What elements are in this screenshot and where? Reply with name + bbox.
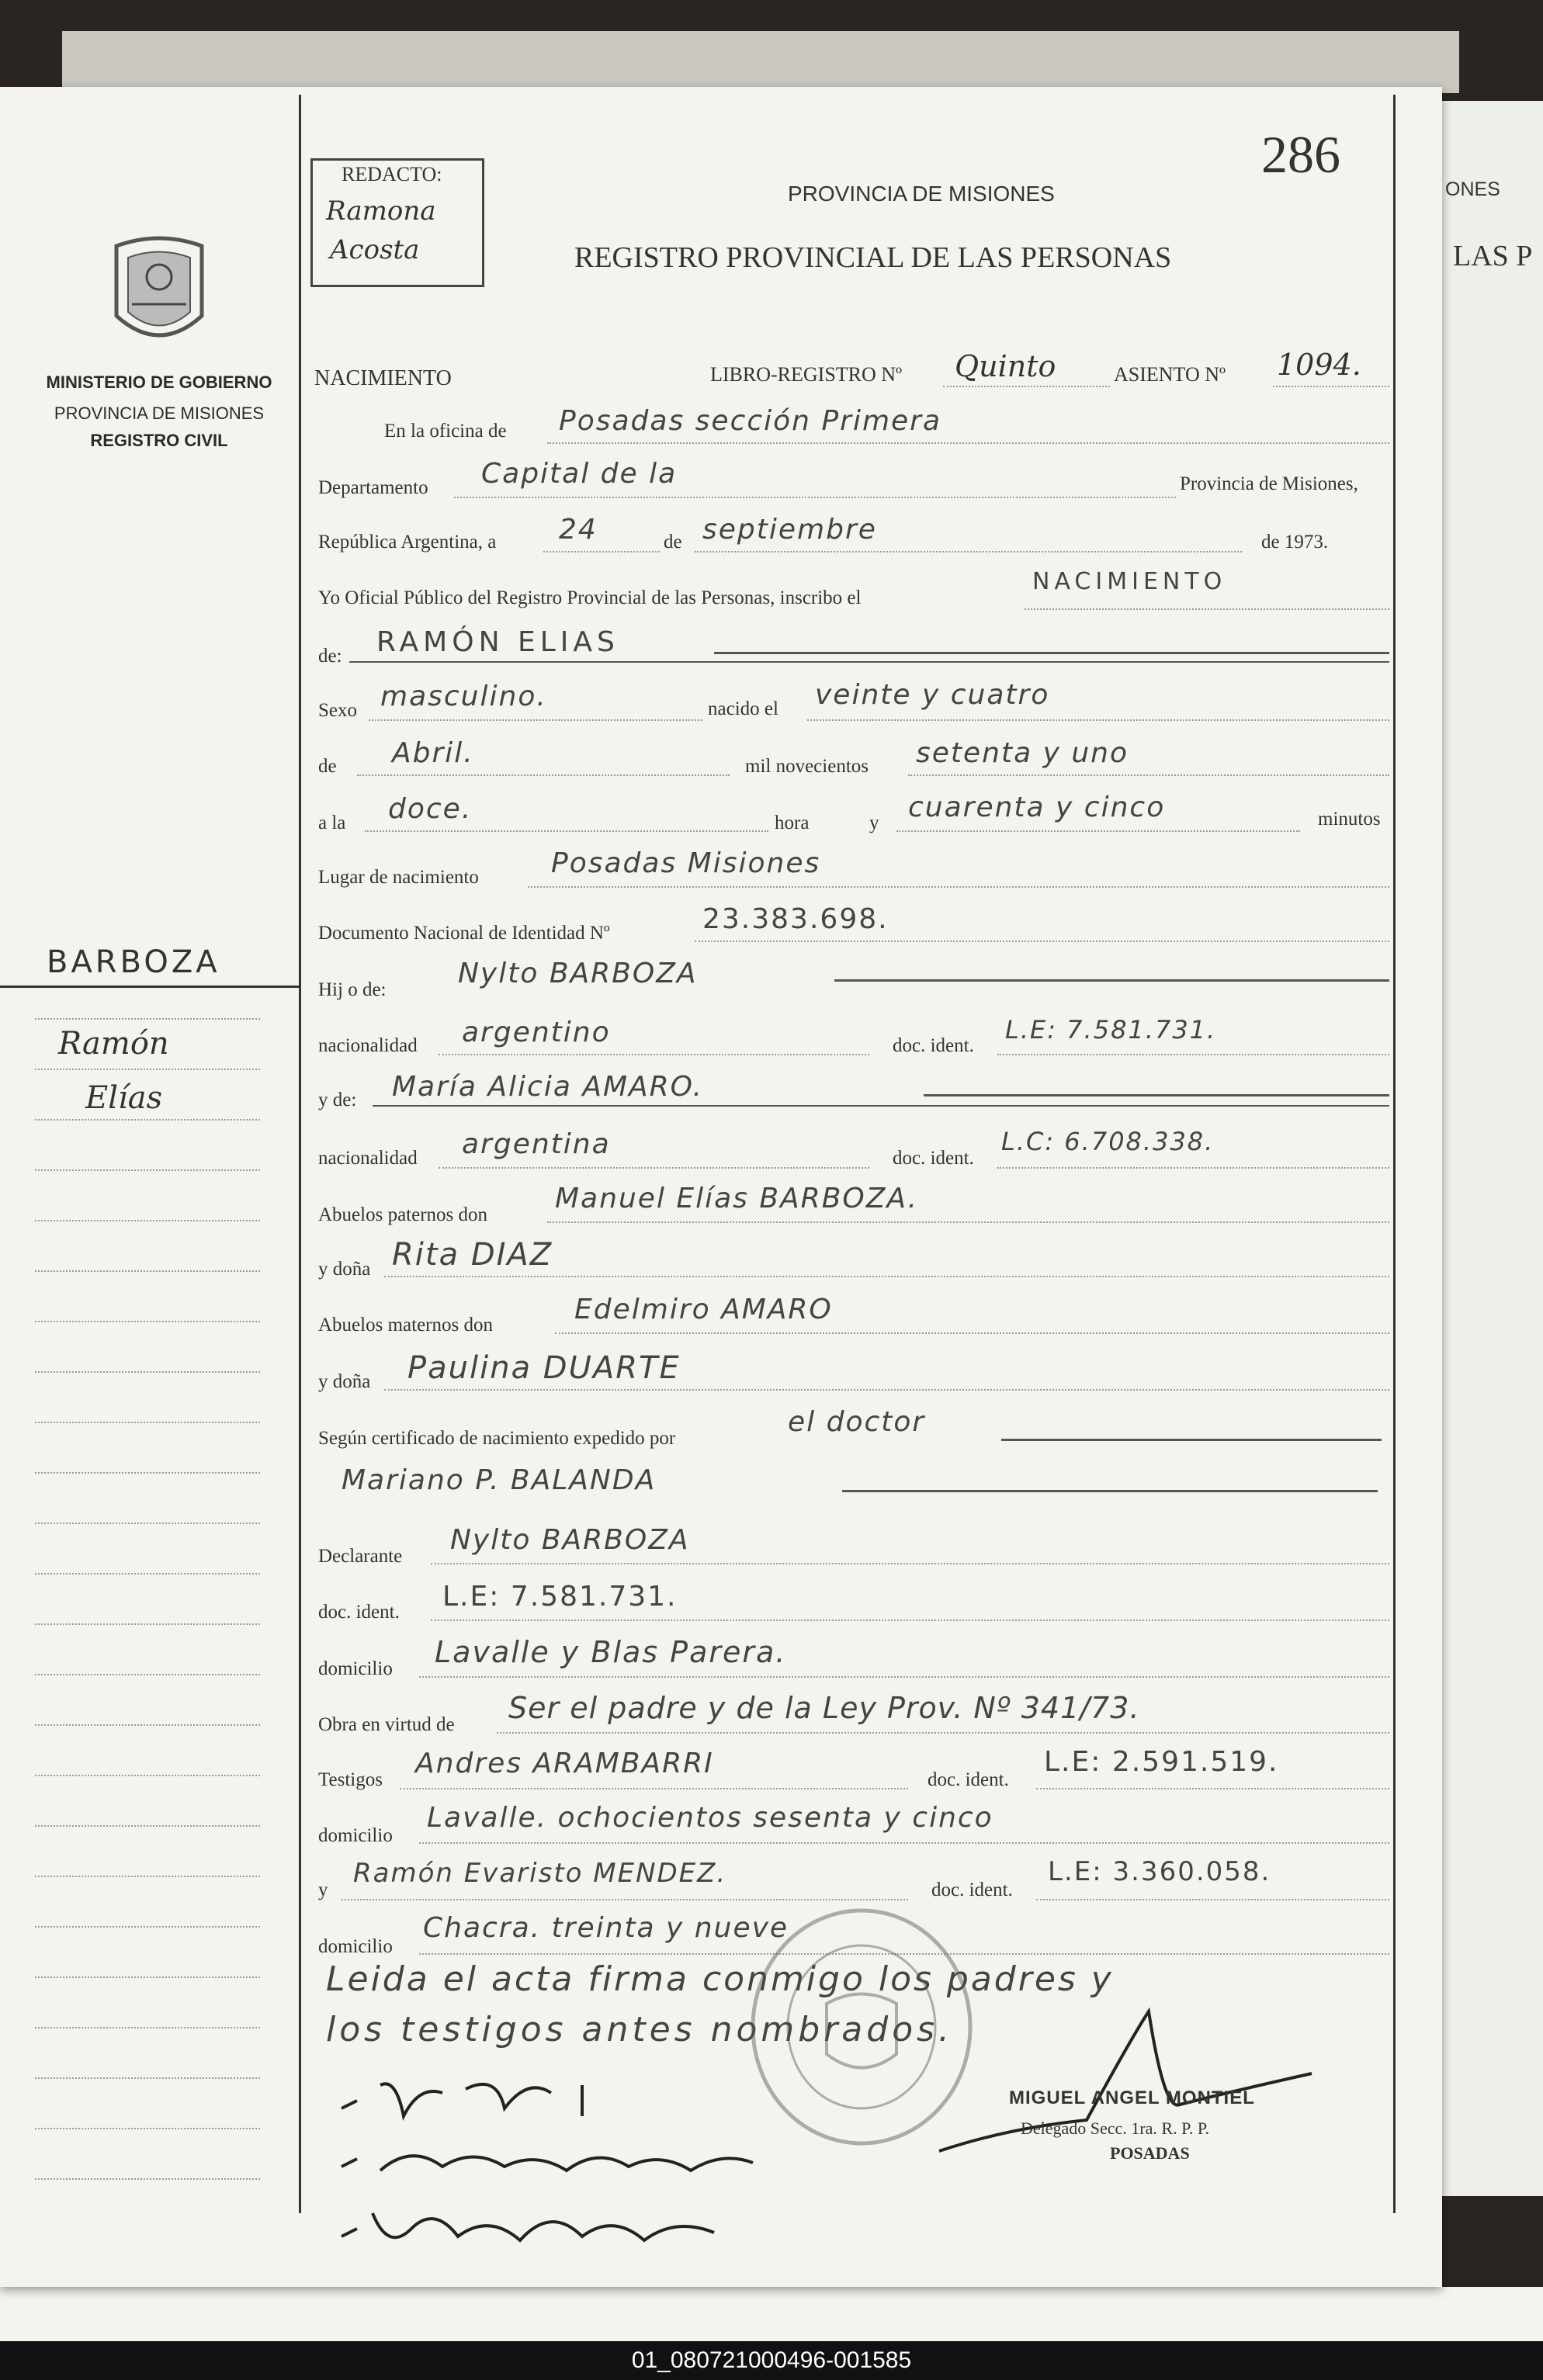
hour-value: doce. [388, 793, 473, 825]
underlying-sheet [62, 31, 1459, 93]
margin-line [35, 1876, 260, 1877]
page-number: 286 [1261, 125, 1340, 184]
inscribo-value: NACIMIENTO [1032, 568, 1227, 595]
margin-surname: BARBOZA [47, 944, 220, 980]
libro-value: Quinto [955, 349, 1056, 383]
declarante-value: Nylto BARBOZA [450, 1524, 690, 1556]
mother-nat-label: nacionalidad [318, 1148, 418, 1169]
margin-line [35, 1422, 260, 1423]
fill-rule [714, 652, 1389, 654]
margin-line [35, 1472, 260, 1474]
domicilio-value: Lavalle y Blas Parera. [435, 1635, 787, 1669]
fill-line [1273, 386, 1389, 387]
mother-name: María Alicia AMARO. [392, 1071, 704, 1103]
dni-value: 23.383.698. [702, 903, 889, 935]
ab-mat-label: Abuelos maternos don [318, 1315, 493, 1336]
declarante-doc-label: doc. ident. [318, 1602, 400, 1623]
testigo-2-doc-label: doc. ident. [931, 1879, 1013, 1900]
fill-line [454, 497, 1176, 498]
hora-label: hora [775, 812, 810, 833]
father-nat-label: nacionalidad [318, 1035, 418, 1056]
fill-line [1025, 608, 1389, 610]
cert-value: el doctor [788, 1406, 926, 1438]
father-doc: L.E: 7.581.731. [1005, 1015, 1217, 1044]
obra-label: Obra en virtud de [318, 1714, 455, 1735]
office-label: En la oficina de [384, 421, 507, 442]
fill-rule [834, 979, 1389, 982]
adjacent-page-header: ONES [1445, 178, 1500, 200]
margin-line [35, 1220, 260, 1221]
testigo-1-dom-label: domicilio [318, 1825, 393, 1846]
child-name: RAMÓN ELIAS [376, 626, 619, 658]
margin-line [35, 1270, 260, 1272]
fill-line [384, 1389, 1389, 1391]
margin-line [35, 1623, 260, 1625]
year-label: de 1973. [1261, 532, 1329, 553]
testigo-1-name: Andres ARAMBARRI [415, 1748, 714, 1779]
fill-line [695, 941, 1389, 942]
margin-line [35, 1724, 260, 1726]
ministry-registry: REGISTRO CIVIL [90, 431, 228, 450]
registry-page [0, 87, 1442, 2287]
closing-line-1: Leida el acta firma conmigo los padres y [326, 1959, 1114, 1999]
obra-value: Ser el padre y de la Ley Prov. Nº 341/73. [508, 1691, 1140, 1725]
provincial-seal-icon [101, 230, 217, 355]
libro-label: LIBRO-REGISTRO Nº [710, 363, 903, 386]
testigo-1-doc-label: doc. ident. [928, 1769, 1009, 1790]
redacto-name-1: Ramona [326, 196, 436, 227]
minutes-value: cuarenta y cinco [908, 792, 1166, 823]
fill-line [431, 1620, 1389, 1621]
fill-line [547, 1221, 1389, 1223]
fill-line [908, 774, 1389, 776]
fill-line [543, 551, 660, 553]
dni-label: Documento Nacional de Identidad Nº [318, 923, 610, 944]
margin-line [35, 1371, 260, 1373]
fill-line [1036, 1899, 1389, 1900]
margin-given-name-1: Ramón [58, 1026, 169, 1062]
ab-mat-f-label: y doña [318, 1371, 371, 1392]
de3-label: de [318, 756, 337, 777]
father-name: Nylto BARBOZA [458, 958, 698, 989]
signature-nylto-barboza [334, 2070, 660, 2132]
adjacent-page-title: LAS P [1453, 240, 1533, 272]
cert-label: Según certificado de nacimiento expedido por [318, 1428, 676, 1449]
month-value: septiembre [702, 514, 877, 546]
fill-line [896, 830, 1300, 832]
mother-doc-label: doc. ident. [893, 1148, 974, 1169]
hijo-label: Hij o de: [318, 979, 387, 1000]
officer-city: POSADAS [1110, 2143, 1190, 2163]
fill-line [342, 1899, 908, 1900]
fill-line [497, 1732, 1389, 1734]
birth-month: Abril. [392, 737, 474, 769]
y-label: y [869, 812, 879, 833]
fill-line [369, 719, 702, 721]
fill-line [431, 1563, 1389, 1564]
margin-line [35, 1523, 260, 1524]
ala-label: a la [318, 812, 346, 833]
de2-label: de: [318, 646, 342, 667]
fill-rule [373, 1105, 1389, 1107]
fill-line [419, 1676, 1389, 1678]
closing-line-2: los testigos antes nombrados. [326, 2010, 954, 2049]
province-label: Provincia de Misiones, [1180, 473, 1358, 494]
fill-line [943, 386, 1110, 387]
minutos-label: minutos [1318, 809, 1381, 830]
signature-maria-amaro [334, 2136, 768, 2190]
fill-line [439, 1167, 869, 1169]
mother-doc: L.C: 6.708.338. [1001, 1127, 1215, 1156]
page-right-border [1393, 95, 1396, 2213]
declarante-doc: L.E: 7.581.731. [442, 1581, 678, 1613]
fill-line [1036, 1788, 1389, 1789]
fill-line [555, 1332, 1389, 1334]
testigo-2-dom: Chacra. treinta y nueve [423, 1912, 789, 1944]
margin-divider [299, 95, 301, 2213]
fill-line [528, 886, 1389, 888]
father-doc-label: doc. ident. [893, 1035, 974, 1056]
dept-label: Departamento [318, 477, 428, 498]
margin-line [35, 1775, 260, 1776]
province-heading: PROVINCIA DE MISIONES [788, 182, 1055, 206]
dept-value: Capital de la [481, 458, 678, 490]
testigo-1-dom: Lavalle. ochocientos sesenta y cinco [427, 1802, 993, 1834]
margin-line [35, 1674, 260, 1675]
ab-pat-f-value: Rita DIAZ [392, 1237, 553, 1273]
fill-rule [842, 1490, 1378, 1492]
fill-rule [1001, 1439, 1382, 1441]
margin-line [35, 2128, 260, 2129]
lugar-value: Posadas Misiones [551, 847, 821, 879]
fill-line [807, 719, 1389, 721]
ab-pat-value: Manuel Elías BARBOZA. [555, 1183, 919, 1214]
testigos-label: Testigos [318, 1769, 383, 1790]
ab-mat-f-value: Paulina DUARTE [407, 1350, 681, 1386]
fill-line [997, 1167, 1389, 1169]
fill-line [357, 774, 730, 776]
fill-line [419, 1842, 1389, 1844]
margin-line [35, 1119, 260, 1121]
father-nationality: argentino [462, 1017, 611, 1048]
sexo-label: Sexo [318, 700, 357, 721]
ab-pat-label: Abuelos paternos don [318, 1204, 488, 1225]
birth-year: setenta y uno [916, 737, 1129, 769]
margin-line [35, 2077, 260, 2079]
margin-given-name-2: Elías [85, 1080, 163, 1116]
margin-line [35, 1018, 260, 1020]
margin-line [35, 1926, 260, 1928]
ab-mat-value: Edelmiro AMARO [574, 1294, 833, 1325]
margin-line [35, 1825, 260, 1827]
asiento-value: 1094. [1277, 348, 1361, 382]
signature-andres-arambarri [334, 2198, 737, 2267]
fill-line [439, 1054, 869, 1055]
ministry-province: PROVINCIA DE MISIONES [54, 404, 265, 423]
ab-pat-f-label: y doña [318, 1259, 371, 1280]
redacto-name-2: Acosta [330, 234, 420, 265]
margin-line [35, 1321, 260, 1322]
margin-line [35, 2027, 260, 2028]
declarante-label: Declarante [318, 1546, 403, 1567]
mil-label: mil novecientos [745, 756, 869, 777]
fill-line [365, 830, 768, 832]
fill-line [384, 1276, 1389, 1277]
nacido-label: nacido el [708, 698, 778, 719]
day-value: 24 [559, 514, 598, 546]
official-text: Yo Oficial Público del Registro Provincial de las Personas, inscribo el [318, 587, 862, 608]
yde-label: y de: [318, 1090, 357, 1110]
fill-line [695, 551, 1242, 553]
officer-name: MIGUEL ANGEL MONTIEL [1009, 2087, 1255, 2108]
margin-line [35, 1169, 260, 1171]
ministry-name: MINISTERIO DE GOBIERNO [46, 372, 272, 392]
sexo-value: masculino. [380, 681, 547, 712]
mother-nationality: argentina [462, 1128, 611, 1160]
lugar-label: Lugar de nacimiento [318, 867, 479, 888]
registry-title: REGISTRO PROVINCIAL DE LAS PERSONAS [574, 241, 1172, 274]
testigo-2-dom-label: domicilio [318, 1936, 393, 1957]
nacido-value: veinte y cuatro [815, 679, 1050, 711]
office-value: Posadas sección Primera [559, 405, 942, 437]
republic-label: República Argentina, a [318, 532, 497, 553]
margin-header-rule [0, 986, 299, 988]
de-label: de [664, 532, 682, 553]
officer-title: Delegado Secc. 1ra. R. P. P. [1021, 2118, 1210, 2138]
fill-line [547, 442, 1389, 444]
testigo-1-doc: L.E: 2.591.519. [1044, 1746, 1279, 1778]
fill-rule [349, 661, 1389, 663]
cert-value-2: Mariano P. BALANDA [342, 1464, 657, 1496]
margin-line [35, 1976, 260, 1978]
asiento-label: ASIENTO Nº [1114, 363, 1226, 386]
margin-line [35, 1069, 260, 1070]
fill-rule [924, 1094, 1389, 1096]
redacto-label: REDACTO: [342, 163, 442, 185]
fill-line [400, 1788, 908, 1789]
testigo-2-doc: L.E: 3.360.058. [1048, 1856, 1271, 1887]
image-caption: 01_080721000496-001585 [0, 2341, 1543, 2380]
testigo-2-y-label: y [318, 1879, 328, 1900]
margin-line [35, 1573, 260, 1575]
record-type: NACIMIENTO [314, 366, 452, 390]
fill-line [997, 1054, 1389, 1055]
domicilio-label: domicilio [318, 1658, 393, 1679]
margin-line [35, 2178, 260, 2180]
testigo-2-name: Ramón Evaristo MENDEZ. [353, 1858, 727, 1889]
